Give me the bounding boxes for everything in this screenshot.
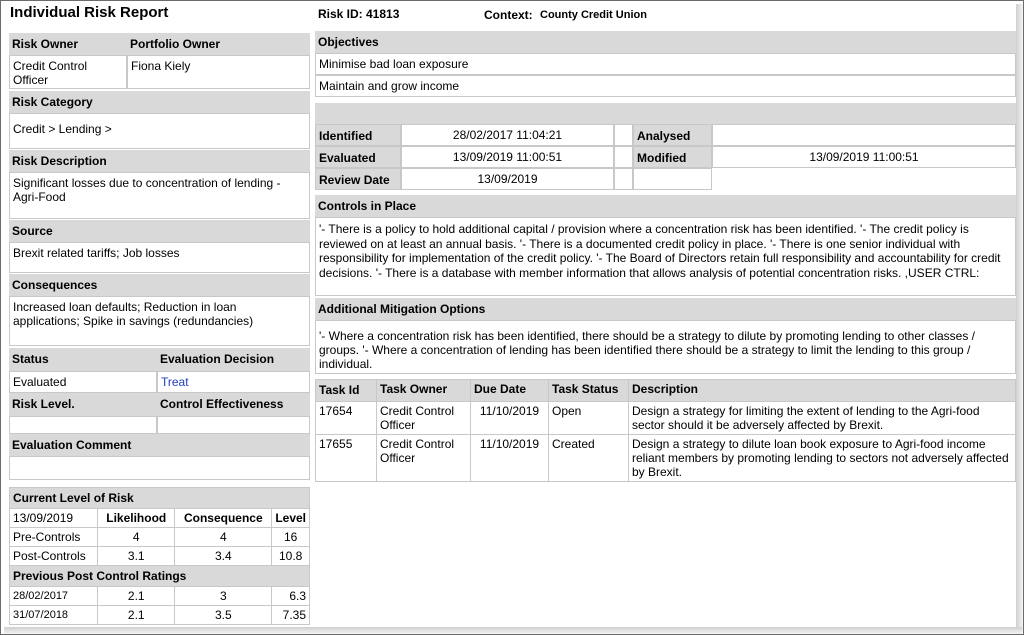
consequence-header: Consequence (175, 509, 272, 528)
level-value: 10.8 (272, 547, 310, 566)
status-header: Status (9, 348, 157, 371)
consequences-value: Increased loan defaults; Reduction in loan applications; Spike in savings (redundancies) (9, 296, 310, 346)
level-value: 6.3 (272, 587, 310, 606)
row-label: Pre-Controls (10, 528, 98, 547)
page-shadow-bottom (4, 627, 1022, 634)
task-owner: Credit Control Officer (377, 402, 471, 435)
risk-description-header: Risk Description (9, 150, 310, 172)
risk-category-header: Risk Category (9, 91, 310, 113)
evaluation-decision-value[interactable]: Treat (157, 371, 310, 393)
due-date-header: Due Date (471, 380, 549, 402)
review-date-value: 13/09/2019 (401, 168, 614, 190)
current-risk-section (9, 487, 310, 625)
source-header: Source (9, 220, 310, 242)
risk-level-header: Risk Level. (9, 393, 157, 416)
row-label: Post-Controls (10, 547, 98, 566)
spacer-cell (614, 146, 633, 168)
level-header: Level (272, 509, 310, 528)
likelihood-value: 3.1 (98, 547, 175, 566)
analysed-value (712, 124, 1016, 146)
task-description: Design a strategy for limiting the extent of lending to the Agri-food sector should it be adversely affected by Brexit. (629, 402, 1016, 435)
control-effectiveness-header: Control Effectiveness (157, 393, 310, 416)
likelihood-value: 2.1 (98, 606, 175, 625)
risk-owner-header: Risk Owner (9, 33, 127, 55)
table-row (10, 528, 310, 547)
portfolio-owner-value: Fiona Kiely (127, 55, 310, 89)
spacer-cell (614, 168, 633, 190)
risk-owner-value: Credit Control Officer (9, 55, 127, 89)
table-row (316, 435, 1016, 482)
objective-item: Maintain and grow income (315, 75, 1016, 97)
tasks-table (315, 379, 1016, 482)
likelihood-value: 2.1 (98, 587, 175, 606)
current-risk-table (9, 487, 310, 625)
consequence-value: 4 (175, 528, 272, 547)
spacer-cell (614, 124, 633, 146)
objectives-header: Objectives (315, 31, 1016, 53)
dates-header-bar (315, 103, 1016, 124)
consequence-value: 3.4 (175, 547, 272, 566)
task-owner: Credit Control Officer (377, 435, 471, 482)
previous-ratings-title: Previous Post Control Ratings (10, 566, 310, 587)
mitigation-text: '- Where a concentration risk has been identified, there should be a strategy to dilute by promoting lending to other classes / groups. '- Where a concentration of lending has been identified there should be a strategy to limit the lending to this group / individual. (315, 320, 1016, 374)
evaluation-decision-header: Evaluation Decision (157, 348, 310, 371)
analysed-label: Analysed (633, 124, 712, 146)
table-row (10, 547, 310, 566)
level-value: 7.35 (272, 606, 310, 625)
evaluation-comment-value (9, 456, 310, 480)
task-owner-header: Task Owner (377, 380, 471, 402)
objective-item: Minimise bad loan exposure (315, 53, 1016, 75)
mitigation-header: Additional Mitigation Options (315, 298, 1016, 320)
consequences-header: Consequences (9, 274, 310, 296)
task-description: Design a strategy to dilute loan book exposure to Agri-food income reliant members by promoting lending to sectors not adversely affected by Brexit. (629, 435, 1016, 482)
risk-description-value: Significant losses due to concentration of lending - Agri-Food (9, 172, 310, 219)
context-value: County Credit Union (540, 9, 647, 21)
risk-level-value (9, 416, 157, 434)
task-id: 17654 (316, 402, 377, 435)
evaluated-value: 13/09/2019 11:00:51 (401, 146, 614, 168)
consequence-value: 3 (175, 587, 272, 606)
source-value: Brexit related tariffs; Job losses (9, 242, 310, 273)
table-row (10, 606, 310, 625)
task-status: Open (549, 402, 629, 435)
task-id: 17655 (316, 435, 377, 482)
current-risk-date: 13/09/2019 (10, 509, 98, 528)
table-row (10, 587, 310, 606)
identified-label: Identified (315, 124, 401, 146)
modified-label: Modified (633, 146, 712, 168)
report-title: Individual Risk Report (10, 4, 169, 21)
risk-category-value: Credit > Lending > (9, 113, 310, 149)
task-status: Created (549, 435, 629, 482)
consequence-value: 3.5 (175, 606, 272, 625)
control-effectiveness-value (157, 416, 310, 434)
description-header: Description (629, 380, 1016, 402)
likelihood-value: 4 (98, 528, 175, 547)
context-label: Context: (484, 8, 533, 22)
spacer-cell (633, 168, 712, 190)
likelihood-header: Likelihood (98, 509, 175, 528)
task-status-header: Task Status (549, 380, 629, 402)
evaluation-comment-header: Evaluation Comment (9, 434, 310, 456)
table-row (316, 402, 1016, 435)
controls-header: Controls in Place (315, 195, 1016, 217)
review-date-label: Review Date (315, 168, 401, 190)
identified-value: 28/02/2017 11:04:21 (401, 124, 614, 146)
tasks-section (315, 379, 1016, 482)
evaluated-label: Evaluated (315, 146, 401, 168)
level-value: 16 (272, 528, 310, 547)
controls-text: '- There is a policy to hold additional capital / provision where a concentration risk has been identified. '- The credit policy is reviewed on at least an annual basis. '- There is a documented credit policy in place. '- There is one senior individual with responsibility for implementation of the credit policy. '- The Board of Directors retain full responsibility and accountability for credit decisions. '- There is a database with member information that allows analysis of potential concentration risks. ,USER CTRL: (315, 217, 1016, 296)
row-label: 28/02/2017 (10, 587, 98, 606)
status-value: Evaluated (9, 371, 157, 393)
task-due-date: 11/10/2019 (471, 435, 549, 482)
task-id-header: Task Id (316, 380, 377, 402)
risk-id: Risk ID: 41813 (318, 7, 400, 21)
row-label: 31/07/2018 (10, 606, 98, 625)
page-shadow-right (1016, 4, 1023, 632)
task-due-date: 11/10/2019 (471, 402, 549, 435)
modified-value: 13/09/2019 11:00:51 (712, 146, 1016, 168)
portfolio-owner-header: Portfolio Owner (127, 33, 310, 55)
current-risk-title: Current Level of Risk (10, 488, 310, 509)
